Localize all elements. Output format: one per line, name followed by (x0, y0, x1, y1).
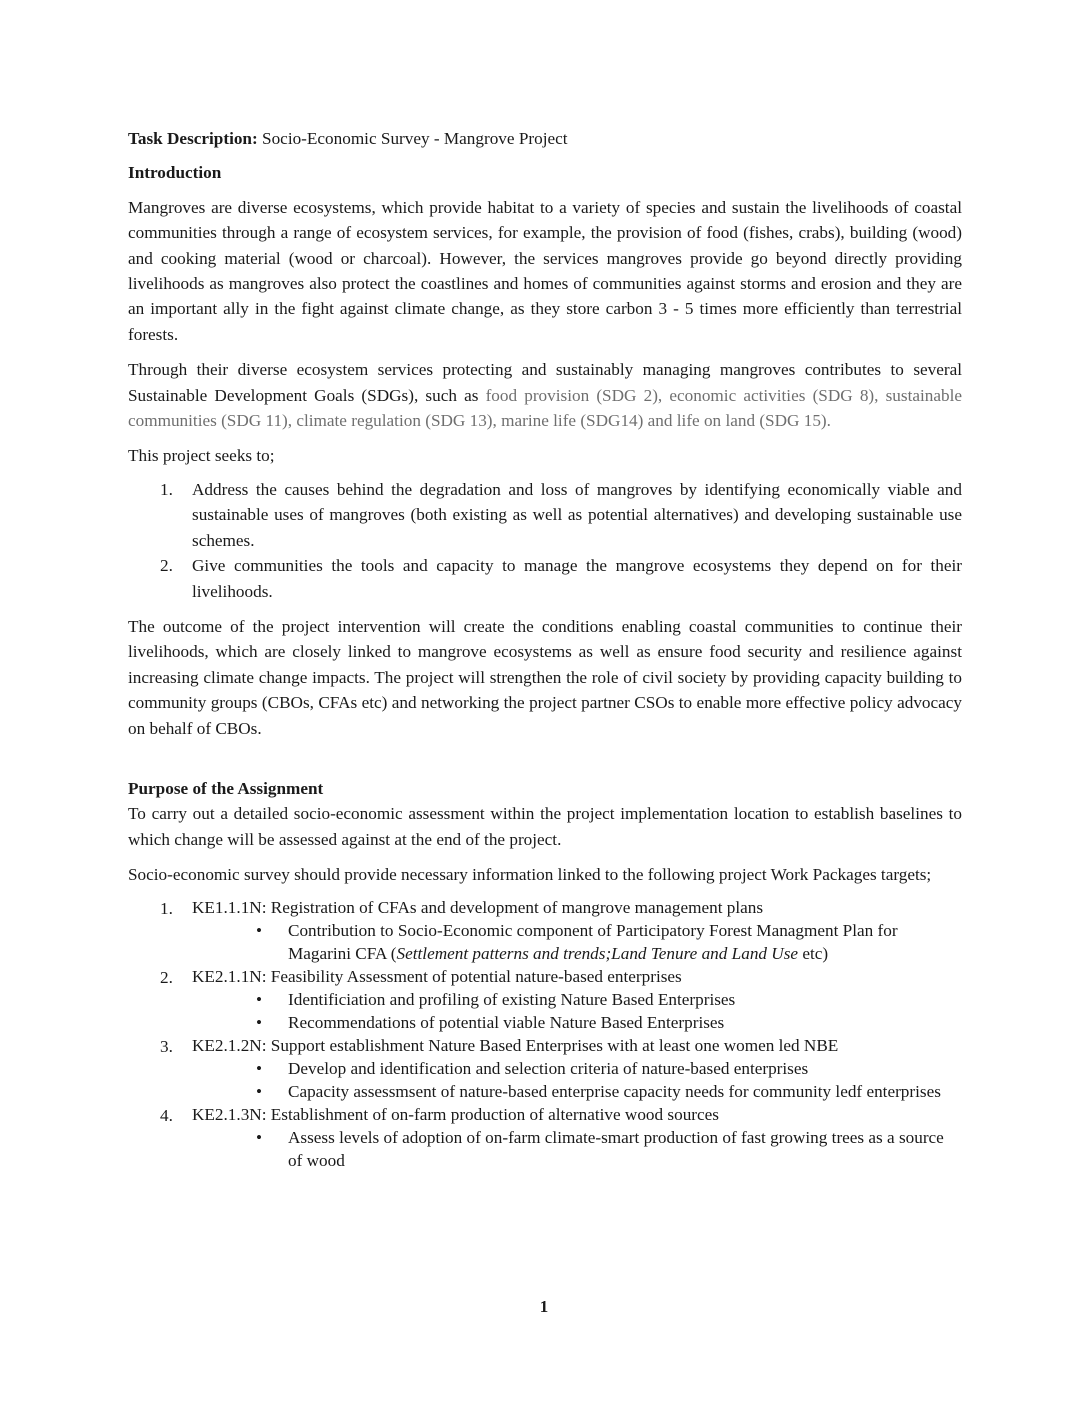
task-description (128, 126, 962, 151)
list-text: Give communities the tools and capacity to manage the mangrove ecosystems they depend on for their livelihoods. (192, 556, 962, 601)
list-item (128, 965, 962, 1034)
sdg-intro-text: Through their diverse ecosystem services protecting and sustainably managing mangroves contributes to several Sustainable Development Goals (SDGs), such as (128, 360, 962, 405)
list-number: 2. (160, 556, 173, 576)
intro-paragraph-3: This project seeks to; (128, 446, 275, 466)
sub-list (192, 988, 962, 1034)
list-number: 4. (160, 1105, 173, 1125)
bullet-icon: • (256, 989, 263, 1009)
list-item (128, 477, 962, 553)
sdg-list-text: food provision (SDG 2), economic activities (SDG 8), sustainable communities (SDG 11), climate regulation (SDG 13), marine life (SDG14) and life on land (SDG 15). (128, 385, 962, 431)
bullet-icon: • (256, 1127, 263, 1147)
list-text: KE1.1.1N: Registration of CFAs and development of mangrove management plans (192, 897, 764, 917)
document-page (128, 126, 962, 1172)
page-number: 1 (539, 1297, 549, 1316)
sub-list-item: • Assess levels of adoption of on-farm climate-smart production of fast growing trees as a source of wood (256, 1127, 944, 1170)
sub-list-item: • Recommendations of potential viable Nature Based Enterprises (256, 1012, 725, 1032)
intro-paragraph-2 (128, 357, 962, 433)
list-text: KE2.1.1N: Feasibility Assessment of potential nature-based enterprises (192, 966, 682, 986)
list-number: 2. (160, 967, 173, 987)
sub-list-item: • Develop and identification and selection criteria of nature-based enterprises (256, 1058, 809, 1078)
list-item (128, 1034, 962, 1103)
list-number: 1. (160, 898, 173, 918)
bullet-icon: • (256, 1012, 263, 1032)
bullet-icon: • (256, 1081, 263, 1101)
task-text: Socio-Economic Survey - Mangrove Project (257, 129, 568, 148)
italic-topics: Settlement patterns and trends;Land Tenure and Land Use (396, 943, 799, 963)
list-item (128, 1103, 962, 1172)
sub-list (192, 1057, 962, 1103)
intro-paragraph-1: Mangroves are diverse ecosystems, which provide habitat to a variety of species and sustain the livelihoods of coastal communities through a range of ecosystem services, for example, the provision of food (fishes, crabs), building (wood) and cooking material (wood or charcoal). However, the services mangroves provide go beyond directly providing livelihoods as mangroves also protect the coastlines and homes of communities against storms and erosion and they are an important ally in the fight against climate change, as they store carbon 3 - 5 times more efficiently than terrestrial forests. (128, 197, 962, 344)
sub-list-item: • Contribution to Socio-Economic component of Participatory Forest Managment Plan for Magarini CFA (Settlement patterns and trends;Land Tenure and Land Use etc) (256, 920, 898, 963)
bullet-icon: • (256, 920, 263, 940)
list-number: 1. (160, 479, 173, 499)
purpose-paragraph-2: Socio-economic survey should provide necessary information linked to the following project Work Packages targets; (128, 865, 932, 885)
list-item (128, 896, 962, 965)
work-package-targets-list (128, 896, 962, 1172)
list-text: KE2.1.3N: Establishment of on-farm production of alternative wood sources (192, 1104, 719, 1124)
sub-list-item: • Identificiation and profiling of existing Nature Based Enterprises (256, 989, 736, 1009)
purpose-heading: Purpose of the Assignment (128, 778, 324, 798)
list-item (128, 553, 962, 604)
bullet-icon: • (256, 1058, 263, 1078)
task-label: Task Description: (128, 129, 258, 148)
introduction-heading: Introduction (128, 163, 222, 183)
intro-paragraph-4: The outcome of the project intervention will create the conditions enabling coastal communities to continue their livelihoods, which are closely linked to mangrove ecosystems as well as ensure food security and resilience against increasing climate change impacts. The project will strengthen the role of civil society by providing capacity building to community groups (CBOs, CFAs etc) and networking the project partner CSOs to enable more effective policy advocacy on behalf of CBOs. (128, 616, 962, 738)
list-number: 3. (160, 1036, 173, 1056)
sub-list-item: • Capacity assessmsent of nature-based enterprise capacity needs for community ledf enterprises (256, 1081, 941, 1101)
list-text: KE2.1.2N: Support establishment Nature Based Enterprises with at least one women led NBE (192, 1035, 839, 1055)
sub-list (192, 1126, 962, 1172)
list-text: Address the causes behind the degradation and loss of mangroves by identifying economically viable and sustainable uses of mangroves (both existing as well as potential alternatives) and developing sustainable use schemes. (192, 479, 962, 550)
purpose-paragraph-1: To carry out a detailed socio-economic assessment within the project implementation location to establish baselines to which change will be assessed against at the end of the project. (128, 804, 962, 849)
project-aims-list (128, 477, 962, 604)
sub-list (192, 919, 962, 965)
